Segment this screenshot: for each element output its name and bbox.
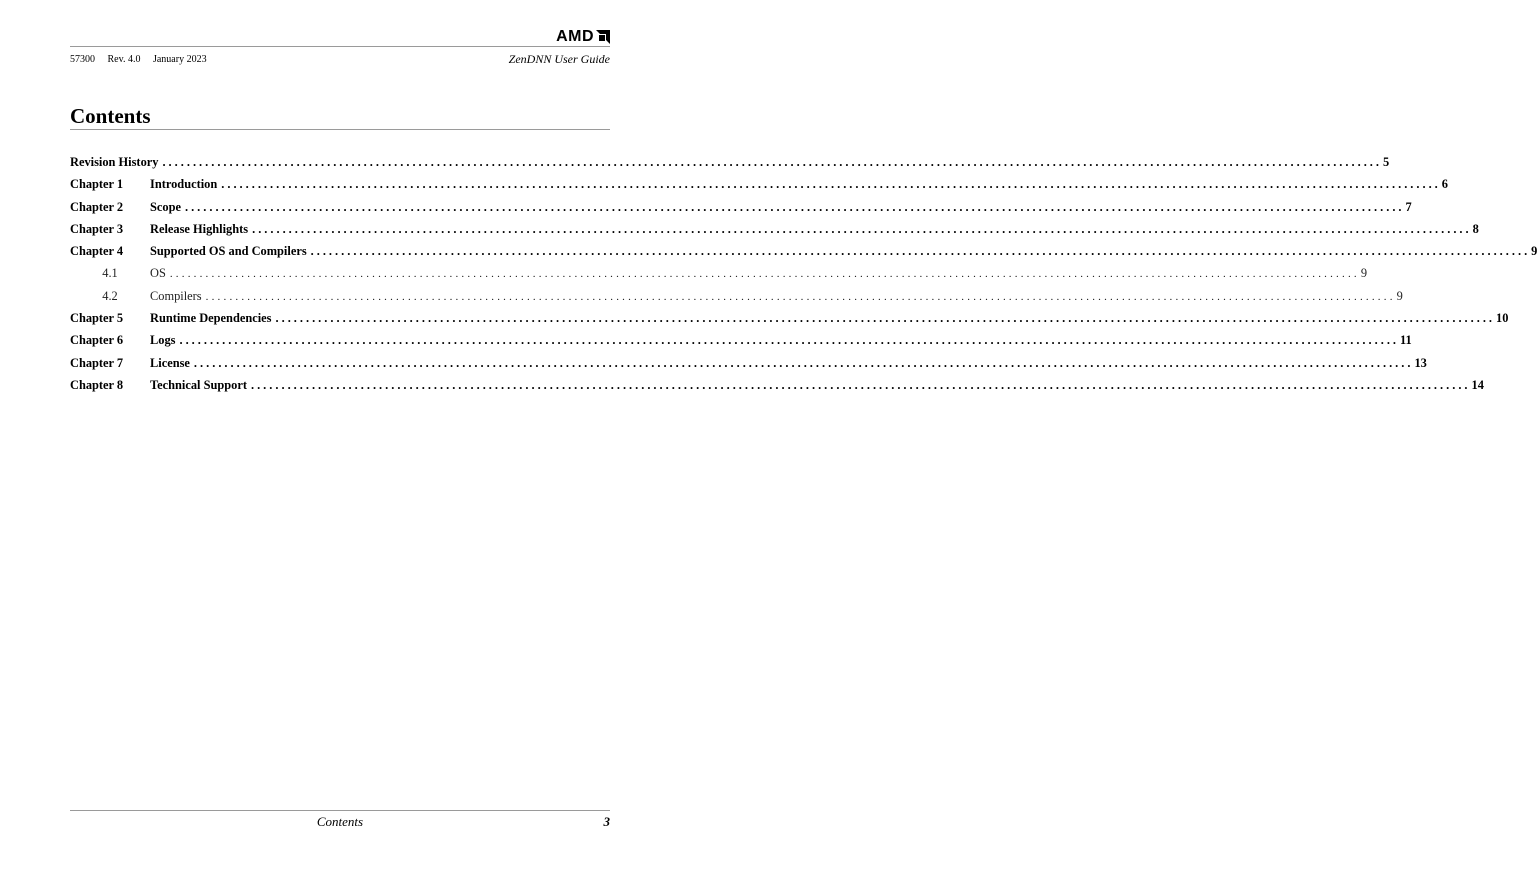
- toc-entry[interactable]: [70, 330, 1412, 352]
- toc-page: 11: [1400, 333, 1412, 348]
- doc-revision: Rev. 4.0: [107, 54, 141, 65]
- toc-chapter: Chapter 7: [70, 355, 124, 370]
- toc-chapter: Chapter 2: [70, 199, 124, 214]
- toc-label: Runtime Dependencies: [150, 311, 272, 326]
- toc-label: Compilers: [150, 288, 202, 303]
- amd-logo: [556, 28, 610, 46]
- toc-chapter: Chapter 4: [70, 244, 124, 259]
- page-title: Contents: [70, 104, 151, 128]
- toc-entry[interactable]: [70, 263, 1368, 285]
- header-rule: [70, 46, 610, 47]
- toc-page: 13: [1414, 355, 1427, 370]
- toc-label: Revision History: [70, 155, 159, 169]
- toc-chapter: Chapter 1: [70, 177, 124, 192]
- table-of-contents: [70, 152, 1537, 397]
- toc-page: 7: [1405, 199, 1412, 214]
- toc-leader: ........................................................................................................................................................................................................: [275, 311, 1496, 326]
- logo-text: AMD: [556, 28, 594, 45]
- toc-page: 9: [1531, 244, 1537, 259]
- toc-label: Release Highlights: [150, 221, 249, 236]
- toc-page: 8: [1472, 221, 1479, 236]
- toc-entry[interactable]: [70, 308, 1509, 330]
- toc-leader: ........................................................................................................................................................................................................: [310, 244, 1531, 259]
- toc-label: License: [150, 355, 190, 370]
- toc-entry[interactable]: [70, 152, 1390, 174]
- toc-chapter: Chapter 8: [70, 377, 124, 392]
- toc-leader: ........................................................................................................................................................................................................: [193, 355, 1414, 370]
- toc-entry[interactable]: [70, 286, 1403, 308]
- footer-page-number: 3: [603, 814, 610, 829]
- footer-rule: [70, 810, 610, 811]
- toc-chapter: Chapter 3: [70, 221, 124, 236]
- toc-page: 14: [1471, 377, 1484, 392]
- toc-page: 9: [1396, 288, 1403, 303]
- toc-entry[interactable]: [70, 197, 1412, 219]
- doc-title: ZenDNN User Guide: [508, 52, 610, 66]
- doc-date: January 2023: [152, 54, 207, 65]
- toc-leader: ........................................................................................................................................................................................................: [221, 177, 1441, 192]
- footer-section: Contents: [316, 814, 364, 829]
- toc-label: Technical Support: [150, 377, 247, 392]
- toc-leader: ........................................................................................................................................................................................................: [250, 377, 1471, 392]
- toc-leader: ........................................................................................................................................................................................................: [184, 199, 1405, 214]
- toc-leader: ........................................................................................................................................................................................................: [179, 333, 1400, 348]
- toc-page: 5: [1382, 155, 1390, 169]
- toc-label: Supported OS and Compilers: [150, 244, 307, 259]
- toc-entry[interactable]: [70, 174, 1448, 196]
- toc-entry[interactable]: [70, 375, 1484, 397]
- toc-chapter: 4.1: [102, 266, 118, 281]
- toc-chapter: Chapter 6: [70, 333, 124, 348]
- toc-entry[interactable]: [70, 219, 1479, 241]
- toc-chapter: Chapter 5: [70, 311, 124, 326]
- toc-entry[interactable]: [70, 241, 1537, 263]
- toc-label: Introduction: [150, 177, 218, 192]
- title-rule: [70, 129, 610, 130]
- toc-entry[interactable]: [70, 353, 1427, 375]
- doc-meta: [70, 54, 217, 65]
- toc-leader: ........................................................................................................................................................................................................: [169, 268, 1360, 281]
- toc-page: 10: [1496, 311, 1509, 326]
- toc-chapter: 4.2: [102, 288, 118, 303]
- toc-label: Logs: [150, 333, 176, 348]
- amd-arrow-icon: [596, 30, 610, 44]
- toc-leader: ........................................................................................................................................................................................................: [205, 290, 1396, 303]
- toc-leader: ........................................................................................................................................................................................................: [162, 155, 1382, 169]
- doc-number: 57300: [70, 54, 95, 65]
- toc-label: Scope: [150, 199, 181, 214]
- toc-page: 6: [1441, 177, 1448, 192]
- toc-leader: ........................................................................................................................................................................................................: [252, 221, 1472, 236]
- toc-label: OS: [150, 266, 166, 281]
- toc-page: 9: [1360, 266, 1368, 281]
